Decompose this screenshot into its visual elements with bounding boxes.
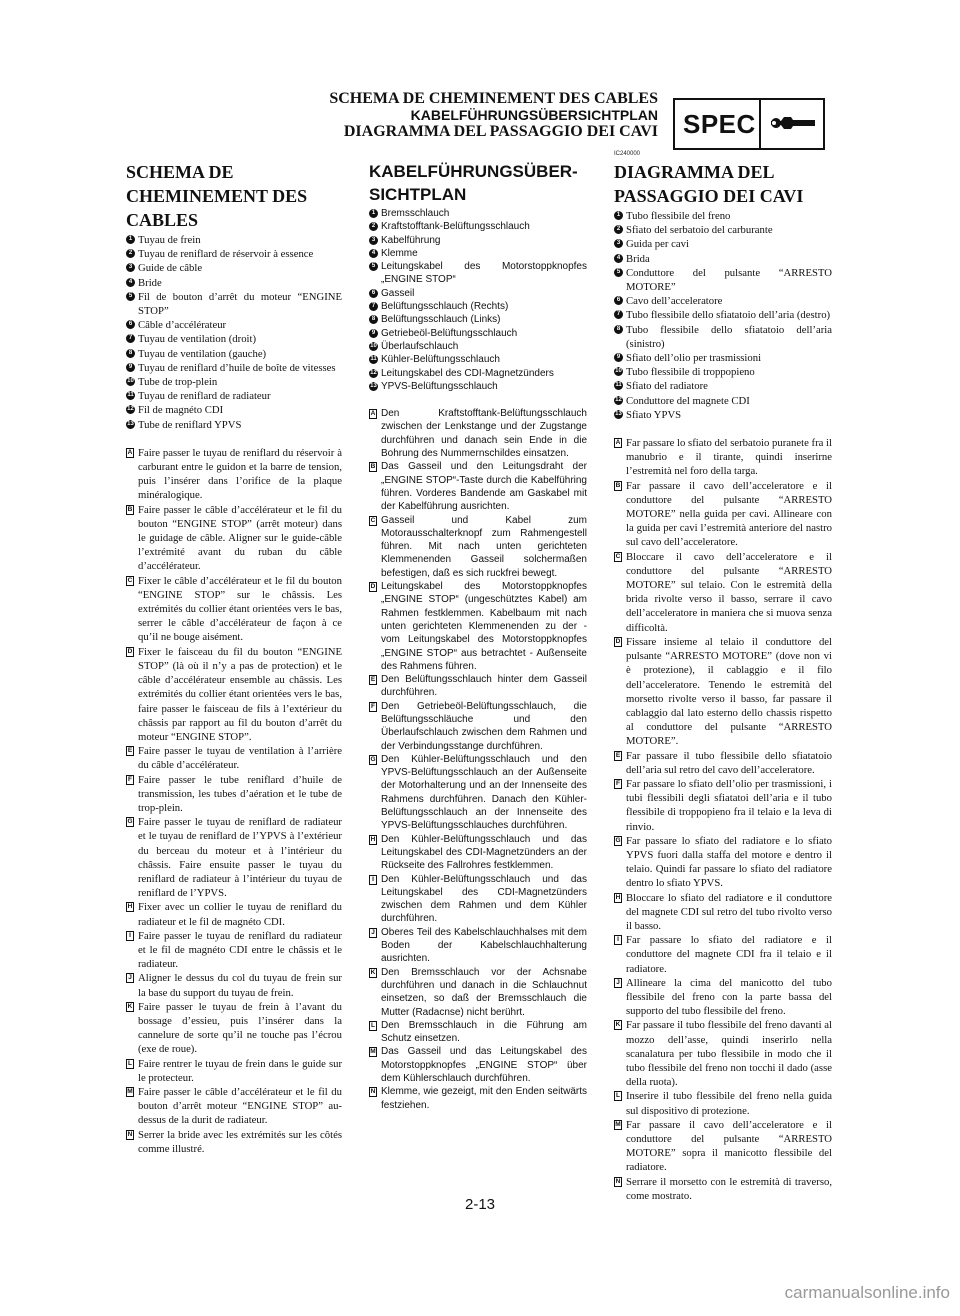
note-text: Faire passer le câble d’accélérateur et le fil du bouton d’arrêt moteur “ENGINE STOP” au-dessus de la durit de radiateur.	[138, 1085, 342, 1127]
note-text: Fixer avec un collier le tuyau de reniflard du radiateur et le fil de magnéto CDI.	[138, 901, 342, 928]
item-number: 2	[126, 249, 135, 258]
spec-badge	[673, 98, 825, 150]
item-label: Tuyau de reniflard de radiateur	[138, 390, 271, 403]
wrench-icon	[767, 108, 819, 140]
note-letter: I	[126, 931, 134, 941]
item-label: Conduttore del magnete CDI	[626, 394, 750, 407]
legend-item	[369, 340, 587, 353]
spec-label: SPEC	[683, 109, 756, 139]
note-letter: F	[614, 779, 622, 789]
legend-item	[369, 380, 587, 393]
note-text: Faire passer le tuyau de ventilation à l’arrière du câble d’accélérateur.	[138, 745, 342, 772]
item-number: 7	[126, 334, 135, 343]
item-label: Guida per cavi	[626, 238, 689, 251]
item-number: 6	[614, 296, 623, 305]
note-item	[369, 833, 587, 873]
item-label: Sfiato del radiatore	[626, 380, 708, 393]
section-title-it: DIAGRAMMA DEL PASSAGGIO DEI CAVI	[614, 162, 804, 206]
note-letter: J	[614, 978, 622, 988]
note-letter: C	[615, 552, 621, 560]
item-number: 10	[370, 342, 377, 349]
item-number: 4	[126, 278, 135, 287]
note-letter: K	[615, 1021, 621, 1029]
item-number: 3	[369, 236, 378, 245]
note-item	[369, 753, 587, 833]
note-text: Faire rentrer le tuyau de frein dans le guide sur le protecteur.	[138, 1057, 342, 1084]
badge-divider	[759, 100, 761, 148]
note-text: Faire passer le tuyau de frein à l’avant du bossage d’essieu, puis l’insérer dans la cannelure de sorte qu’il ne touche pas l’écrou (exe de roue).	[138, 1000, 342, 1056]
legend-item	[126, 276, 342, 290]
note-text: Bloccare lo sfiato del radiatore e il conduttore del magnete CDI sul retro del tubo rivolto verso il basso.	[626, 891, 832, 932]
note-text: Serrer la bride avec les extrémités sur les côtés comme illustré.	[138, 1128, 342, 1155]
item-number: 12	[615, 396, 622, 403]
legend-item	[614, 223, 832, 237]
item-number: 11	[127, 392, 134, 399]
page-number: 2-13	[464, 1196, 496, 1213]
note-letter: A	[127, 448, 133, 456]
note-text: Den Belüftungsschlauch hinter dem Gasseil durchführen.	[381, 674, 587, 699]
legend-item	[369, 247, 587, 260]
note-item	[126, 773, 342, 816]
legend-item	[126, 332, 342, 346]
note-letter: L	[126, 1059, 134, 1069]
note-item	[126, 645, 342, 744]
legend-item	[369, 287, 587, 300]
item-number: 6	[126, 320, 135, 329]
item-label: Tuyau de ventilation (gauche)	[138, 347, 267, 360]
legend-item	[126, 247, 342, 261]
note-letter: H	[615, 893, 621, 901]
note-item	[126, 1057, 342, 1085]
item-number: 8	[369, 315, 378, 324]
legend-item	[126, 418, 342, 432]
note-item	[369, 460, 587, 513]
item-number: 8	[126, 349, 135, 358]
page-header	[290, 90, 658, 141]
item-number: 8	[614, 325, 623, 334]
note-item	[126, 446, 342, 503]
note-item	[369, 1085, 587, 1112]
note-letter: G	[615, 836, 621, 844]
item-number: 6	[369, 289, 378, 298]
note-letter: N	[615, 1177, 621, 1185]
legend-item	[369, 207, 587, 220]
note-text: Fixer le faisceau du fil du bouton “ENGINE STOP” (là où il n’y a pas de protection) et le câble d’accélérateur ensemble au châssis. Les extrémités du collier étant orientées vers le bas, faire passer le faisceau de fils à l’extérieur du châssis par rapport au fil du bouton d’arrêt du moteur “ENGINE STOP”.	[138, 645, 342, 743]
note-letter: H	[370, 835, 376, 843]
note-text: Far passare il cavo dell’acceleratore e il conduttore del pulsante “ARRESTO MOTORE” sopra il manicotto flessibile del radiatore.	[626, 1118, 832, 1174]
legend-item	[614, 252, 832, 266]
note-text: Far passare il cavo dell’acceleratore e il conduttore del pulsante “ARRESTO MOTORE” nella guida per cavi. Allineare con la guida per cavi l’estremità anteriore del nastro sul cavo dell’acceleratore.	[626, 479, 832, 549]
column-german	[369, 160, 587, 1112]
note-letter: D	[615, 637, 621, 645]
item-label: Bremsschlauch	[381, 208, 450, 219]
item-label: Conduttore del pulsante “ARRESTO MOTORE”	[626, 266, 832, 294]
item-number: 11	[615, 382, 622, 389]
section-title-fr: SCHEMA DE CHEMINEMENT DES CABLES	[126, 162, 308, 230]
note-text: Faire passer le tuyau de reniflard du radiateur et le fil de magnéto CDI entre le châssis et le radiateur.	[138, 929, 342, 971]
note-item	[126, 929, 342, 972]
item-number: 3	[614, 239, 623, 248]
note-letter: K	[127, 1002, 133, 1010]
note-letter: N	[127, 1130, 133, 1138]
note-letter: H	[127, 903, 133, 911]
legend-item	[614, 379, 832, 393]
note-item	[369, 673, 587, 700]
item-number: 1	[126, 235, 135, 244]
note-letter: N	[370, 1088, 376, 1096]
item-number: 13	[370, 382, 377, 389]
note-letter: E	[370, 676, 376, 684]
note-letter: D	[370, 583, 376, 591]
section-code: IC240000	[614, 151, 641, 157]
legend-item	[369, 313, 587, 326]
note-item	[614, 550, 832, 635]
legend-item	[614, 351, 832, 365]
notes-list-it	[614, 436, 832, 1203]
item-label: Getriebeöl-Belüftungsschlauch	[381, 327, 518, 339]
item-number: 13	[615, 410, 622, 417]
legend-item	[614, 323, 832, 351]
note-letter: J	[126, 973, 134, 983]
legend-list-de	[369, 207, 587, 393]
note-text: Leitungskabel des Motorstoppknopfes „ENGINE STOP“ (ungeschütztes Kabel) am Rahmen festklemmen. Kabelbaum mit nach unten gerichteten Klemmenenden zu der - vom Leitungskabel des Motorstoppknopfes „ENGINE STOP“ aus betrachtet - Außenseite des Rahmens führen.	[381, 581, 587, 672]
note-text: Den Kühler-Belüftungsschlauch und das Leitungskabel des CDI-Magnetzünders an der Rückseite des Fallrohres festklemmen.	[381, 833, 587, 872]
legend-item	[614, 308, 832, 322]
notes-list-fr	[126, 446, 342, 1156]
note-letter: A	[370, 410, 376, 418]
note-text: Far passare lo sfiato del serbatoio puranete fra il manubrio e il tirante, quindi inserirne l’estremità nel foro della targa.	[626, 437, 832, 478]
item-label: Tuyau de ventilation (droit)	[138, 333, 257, 346]
note-item	[614, 891, 832, 934]
legend-item	[126, 403, 342, 417]
note-text: Das Gasseil und den Leitungsdraht der „ENGINE STOP“-Taste durch die Kabelführing führen. Vorderes Bandende am Gaskabel mit der Kabelführung ausrichten.	[381, 461, 587, 513]
note-letter: F	[126, 775, 134, 785]
item-label: Kraftstofftank-Belüftungsschlauch	[381, 221, 530, 233]
item-number: 1	[614, 211, 623, 220]
note-letter: B	[127, 505, 133, 513]
item-label: Tube de trop-plein	[138, 376, 218, 389]
note-letter: E	[615, 751, 621, 759]
note-text: Faire passer le tuyau de reniflard du réservoir à carburant entre le guidon et la barre de tension, puis l’insérer dans l’orifice de la plaque minéralogique.	[138, 446, 342, 502]
item-label: Sfiato YPVS	[626, 408, 682, 421]
item-number: 5	[369, 262, 378, 271]
note-text: Bloccare il cavo dell’acceleratore e il conduttore del pulsante “ARRESTO MOTORE” sul telaio. Con le estremità della brida rivolte verso il basso, serrare il cavo dell’acceleratore in maniera che si muova senza difficoltà.	[626, 550, 832, 634]
legend-item	[614, 266, 832, 294]
item-label: Tubo flessibile di troppopieno	[626, 366, 755, 379]
item-number: 5	[126, 292, 135, 301]
note-item	[369, 514, 587, 580]
note-text: Fixer le câble d’accélérateur et le fil du bouton “ENGINE STOP” sur le châssis. Les extrémités du collier étant orientées vers le bas, serrer le câble d’accélérateur de façon à ce qu’il ne bouge aisément.	[138, 574, 342, 644]
note-letter: B	[615, 481, 621, 489]
item-label: YPVS-Belüftungsschlauch	[381, 380, 498, 392]
item-number: 9	[126, 363, 135, 372]
item-number: 7	[614, 310, 623, 319]
note-item	[614, 1089, 832, 1117]
item-number: 12	[127, 406, 134, 413]
item-number: 5	[614, 268, 623, 277]
legend-item	[614, 209, 832, 223]
item-label: Bride	[138, 276, 162, 289]
note-letter: M	[370, 1048, 376, 1056]
note-text: Far passare il tubo flessibile del freno davanti al mozzo dell’asse, quindi inserirlo nella scanalatura per tubo flessibile in modo che il tubo flessibile del freno non tocchi il dado (asse della ruota).	[626, 1019, 832, 1089]
note-item	[369, 700, 587, 753]
note-item	[126, 815, 342, 900]
note-item	[126, 900, 342, 928]
note-letter: J	[369, 928, 377, 938]
note-text: Den Kühler-Belüftungsschlauch und das Leitungskabel des CDI-Magnetzünders zwischen dem Rahmen und dem Kühler durchführen.	[381, 873, 587, 925]
section-title-de: KABELFÜHRUNGSÜBER-SICHTPLAN	[369, 162, 578, 204]
note-item	[126, 744, 342, 772]
note-item	[369, 1045, 587, 1085]
note-text: Serrare il morsetto con le estremità di traverso, come mostrato.	[626, 1175, 832, 1202]
note-text: Far passare lo sfiato dell’olio per trasmissioni, i tubi flessibili degli sfiatatoi dell’aria e il tubo flessibile di troppopieno fra il telaio e la leva di rinvio.	[626, 777, 832, 833]
legend-item	[369, 367, 587, 380]
note-item	[126, 503, 342, 574]
note-letter: B	[370, 463, 376, 471]
item-label: Leitungskabel des CDI-Magnetzünders	[381, 367, 554, 379]
item-label: Tube de reniflard YPVS	[138, 418, 242, 431]
note-item	[126, 574, 342, 645]
legend-item	[369, 353, 587, 366]
note-item	[614, 933, 832, 976]
item-label: Tubo flessibile del freno	[626, 210, 731, 222]
note-item	[369, 407, 587, 460]
item-label: Belüftungsschlauch (Links)	[381, 314, 501, 326]
note-text: Den Bremsschlauch in die Führung am Schutz einsetzen.	[381, 1019, 587, 1045]
legend-list-fr	[126, 233, 342, 432]
note-letter: E	[127, 747, 133, 755]
note-letter: A	[615, 439, 621, 447]
legend-item	[614, 408, 832, 422]
note-text: Inserire il tubo flessibile del freno nella guida sul dispositivo di protezione.	[626, 1090, 832, 1117]
item-label: Belüftungsschlauch (Rechts)	[381, 301, 509, 313]
note-item	[369, 926, 587, 966]
note-letter: L	[614, 1091, 622, 1101]
note-text: Aligner le dessus du col du tuyau de frein sur la base du support du tuyau de frein.	[138, 972, 342, 999]
note-item	[614, 976, 832, 1019]
legend-item	[369, 220, 587, 233]
note-text: Das Gasseil und das Leitungskabel des Motorstoppknopfes „ENGINE STOP“ über dem Kühlerschlauch durchführen.	[381, 1046, 587, 1084]
note-text: Den Kühler-Belüftungsschlauch und den YPVS-Belüftungsschlauch an der Außenseite der Motorhalterung und an der Innenseite des Rahmens durchführen. Danach den Kühler-Belüftungsschlauch an der Innenseite des YPVS-Belüftungsschlauches durchführen.	[381, 753, 587, 832]
note-text: Allineare la cima del manicotto del tubo flessibile del freno con la parte bassa del supporto del tubo flessibile del freno.	[626, 976, 832, 1018]
item-number: 11	[370, 356, 377, 363]
legend-item	[126, 347, 342, 361]
note-letter: G	[370, 755, 376, 763]
note-item	[369, 966, 587, 1019]
note-item	[614, 635, 832, 749]
note-item	[126, 1000, 342, 1057]
legend-item	[614, 394, 832, 408]
note-letter: C	[370, 516, 376, 524]
legend-item	[126, 389, 342, 403]
header-title-it: DIAGRAMMA DEL PASSAGGIO DEI CAVI	[343, 123, 658, 140]
note-item	[126, 1085, 342, 1128]
note-letter: F	[369, 702, 377, 712]
item-number: 10	[615, 368, 622, 375]
note-text: Faire passer le tube reniflard d’huile de transmission, les tubes d’aération et le tube de trop-plein.	[138, 773, 342, 814]
note-item	[126, 971, 342, 999]
legend-item	[369, 260, 587, 287]
item-label: Kühler-Belüftungsschlauch	[381, 354, 500, 366]
item-label: Brida	[626, 252, 650, 265]
note-letter: M	[615, 1120, 621, 1128]
note-item	[614, 1018, 832, 1089]
item-label: Leitungskabel des Motorstoppknopfes „ENGINE STOP“	[381, 261, 587, 286]
item-label: Tubo flessibile dello sfiatatoio dell’aria (sinistro)	[626, 323, 832, 350]
note-item	[126, 1128, 342, 1156]
note-letter: K	[370, 968, 376, 976]
note-text: Klemme, wie gezeigt, mit den Enden seitwärts festziehen.	[381, 1086, 587, 1111]
note-letter: G	[127, 818, 133, 826]
note-item	[369, 1019, 587, 1046]
item-number: 9	[369, 329, 378, 338]
legend-item	[126, 361, 342, 375]
note-item	[614, 479, 832, 550]
legend-item	[126, 375, 342, 389]
item-number: 3	[126, 263, 135, 272]
item-number: 1	[369, 209, 378, 218]
item-label: Überlaufschlauch	[381, 340, 459, 352]
item-label: Klemme	[381, 247, 418, 259]
header-title-fr: SCHEMA DE CHEMINEMENT DES CABLES	[329, 90, 658, 107]
legend-item	[369, 327, 587, 340]
item-label: Gasseil	[381, 287, 415, 299]
item-number: 2	[369, 222, 378, 231]
item-number: 4	[614, 254, 623, 263]
item-label: Kabelführung	[381, 234, 441, 246]
note-text: Far passare il tubo flessibile dello sfiatatoio dell’aria sul retro del cavo dell’acceleratore.	[626, 749, 832, 776]
legend-item	[614, 237, 832, 251]
note-letter: C	[127, 576, 133, 584]
legend-item	[369, 300, 587, 313]
legend-item	[126, 233, 342, 247]
column-french	[126, 160, 342, 1156]
legend-item	[126, 261, 342, 275]
item-number: 10	[127, 378, 134, 385]
item-number: 2	[614, 225, 623, 234]
legend-list-it	[614, 209, 832, 422]
note-text: Far passare lo sfiato del radiatore e lo sfiato YPVS fuori dalla staffa del motore e dentro il telaio. Quindi far passare lo sfiato del radiatore dentro lo sfiato YPVS.	[626, 834, 832, 890]
item-number: 9	[614, 353, 623, 362]
note-letter: M	[127, 1087, 133, 1095]
notes-list-de	[369, 407, 587, 1112]
item-label: Sfiato dell’olio per trasmissioni	[626, 352, 762, 365]
note-text: Den Kraftstofftank-Belüftungsschlauch zwischen der Lenkstange und der Zugstange durchführen und danach sein Ende in die Bohrung des Nummernschildes einsatzen.	[381, 408, 587, 460]
header-title-de: KABELFÜHRUNGSÜBERSICHTPLAN	[410, 107, 658, 123]
item-label: Tuyau de frein	[138, 234, 201, 246]
legend-item	[126, 318, 342, 332]
item-label: Cavo dell’acceleratore	[626, 295, 723, 308]
note-letter: L	[369, 1021, 377, 1031]
note-item	[369, 873, 587, 926]
note-text: Faire passer le tuyau de reniflard de radiateur et le tuyau de reniflard de l’YPVS à l’extérieur du berceau du moteur et à l’intérieur du châssis. Faire ensuite passer le tuyau du reniflard de radiateur à l’intérieur du tuyau de reniflard de l’YPVS.	[138, 816, 342, 900]
note-item	[614, 1118, 832, 1175]
item-label: Sfiato del serbatoio del carburante	[626, 224, 773, 237]
note-text: Faire passer le câble d’accélérateur et le fil du bouton “ENGINE STOP” (arrêt moteur) dans le guidage de câble. Aligner sur le guide-câble l’extrémité avant du ruban du câble d’accélérateur.	[138, 503, 342, 573]
item-label: Guide de câble	[138, 262, 203, 275]
legend-item	[614, 294, 832, 308]
note-text: Fissare insieme al telaio il conduttore del pulsante “ARRESTO MOTORE” (dove non vi è protezione), il cablaggio e il filo dell’acceleratore. Tenendo le estremità del morsetto rivolte verso il basso, far passare il cablaggio dal lato esterno dello chassis rispetto al conduttore del pulsante “ARRESTO MOTORE”.	[626, 635, 832, 748]
note-text: Oberes Teil des Kabelschlauchhalses mit dem Boden der Kabelschlauchhalterung ausrichten.	[381, 926, 587, 965]
item-number: 13	[127, 420, 134, 427]
note-item	[614, 436, 832, 479]
item-number: 12	[370, 369, 377, 376]
note-text: Den Getriebeöl-Belüftungsschlauch, die Belüftungsschläuche und den Überlaufschlauch zwischen dem Rahmen und der Verbindungsstange durchführen.	[381, 700, 587, 752]
note-text: Far passare lo sfiato del radiatore e il conduttore del magnete CDI fra il telaio e il radiatore.	[626, 934, 832, 975]
item-number: 7	[369, 302, 378, 311]
item-label: Tubo flessibile dello sfiatatoio dell’aria (destro)	[626, 309, 831, 322]
note-item	[369, 580, 587, 673]
column-italian	[614, 151, 832, 1203]
note-letter: I	[614, 935, 622, 945]
item-label: Câble d’accélérateur	[138, 319, 227, 332]
legend-item	[369, 234, 587, 247]
note-text: Den Bremsschlauch vor der Achsnabe durchführen und danach in die Schlauchnut einsetzen, so daß der Bremsschlauch die Mutter (Radacnse) nicht berührt.	[381, 966, 587, 1018]
note-letter: D	[127, 647, 133, 655]
note-item	[614, 749, 832, 777]
note-item	[614, 834, 832, 891]
note-item	[614, 777, 832, 834]
item-label: Tuyau de reniflard de réservoir à essence	[138, 248, 314, 261]
note-letter: I	[369, 875, 377, 885]
legend-item	[614, 365, 832, 379]
item-label: Tuyau de reniflard d’huile de boîte de vitesses	[138, 361, 336, 374]
item-label: Fil de bouton d’arrêt du moteur “ENGINE STOP”	[138, 290, 342, 318]
note-text: Gasseil und Kabel zum Motorausschalterknopf zum Rahmengestell führen. Mit nach unten gerichteten Klemmenenden Gasseil solchermaßen befestigen, daß es sich ruckfrei bewegt.	[381, 514, 587, 579]
watermark: carmanualsonline.info	[784, 1283, 950, 1302]
item-label: Fil de magnéto CDI	[138, 404, 224, 417]
item-number: 4	[369, 249, 378, 258]
legend-item	[126, 290, 342, 318]
